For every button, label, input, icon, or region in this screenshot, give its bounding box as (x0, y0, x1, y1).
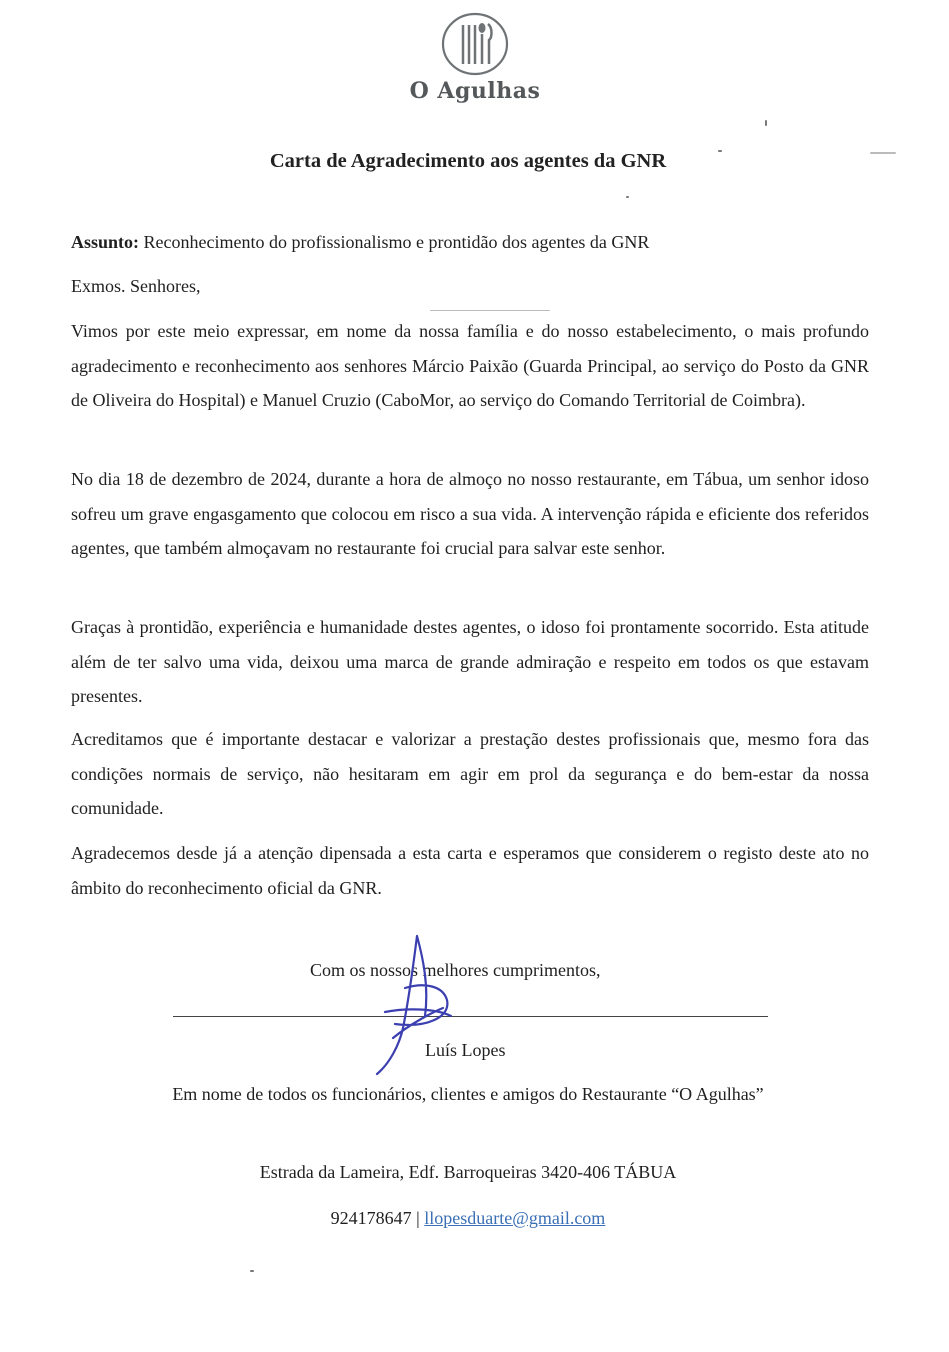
paragraph-1: Vimos por este meio expressar, em nome da nossa família e do nosso estabelecimento, o mais profundo agradecimento e reconhecimento aos senhores Márcio Paixão (Guarda Principal, ao serviço do Posto da GNR de Oliveira do Hospital) e Manuel Cruzio (CaboMor, ao serviço do Comando Territorial de Coimbra). (71, 321, 869, 410)
cutlery-circle-icon (440, 12, 510, 76)
paragraph-3: Graças à prontidão, experiência e humanidade destes agentes, o idoso foi prontamente socorrido. Esta atitude além de ter salvo uma vida, deixou uma marca de grande admiração e respeito em todos os que estavam presentes. (71, 617, 869, 706)
contact-line (0, 1208, 936, 1229)
scan-speck (250, 1270, 254, 1272)
scan-speck (430, 310, 550, 311)
closing-line: Com os nossos melhores cumprimentos, (310, 960, 601, 980)
subject-line (71, 232, 649, 253)
scan-speck (626, 196, 629, 198)
restaurant-name: O Agulhas (409, 78, 541, 104)
subject-text: Reconhecimento do profissionalismo e prontidão dos agentes da GNR (139, 232, 650, 252)
signature-line (173, 1016, 768, 1017)
email-link[interactable]: llopesduarte@gmail.com (424, 1208, 606, 1228)
letter-title: Carta de Agradecimento aos agentes da GNR (269, 150, 667, 172)
greeting: Exmos. Senhores, (71, 276, 201, 296)
scan-speck (870, 152, 896, 154)
scan-speck (765, 120, 767, 126)
restaurant-logo (400, 12, 550, 104)
paragraph-2: No dia 18 de dezembro de 2024, durante a hora de almoço no nosso restaurante, em Tábua, um senhor idoso sofreu um grave engasgamento que colocou em risco a sua vida. A intervenção rápida e eficiente dos referidos agentes, que também almoçavam no restaurante foi crucial para salvar este senhor. (71, 469, 869, 558)
on-behalf-line: Em nome de todos os funcionários, clientes e amigos do Restaurante “O Agulhas” (172, 1084, 764, 1104)
subject-label: Assunto: (71, 232, 140, 252)
contact-separator: | (411, 1208, 425, 1228)
address-line: Estrada da Lameira, Edf. Barroqueiras 3420-406 TÁBUA (259, 1162, 677, 1182)
paragraph-5: Agradecemos desde já a atenção dipensada a esta carta e esperamos que considerem o registo deste ato no âmbito do reconhecimento oficial da GNR. (71, 843, 869, 898)
scan-speck (718, 150, 722, 152)
signer-name: Luís Lopes (425, 1040, 506, 1060)
handwritten-signature (355, 928, 465, 1078)
phone-number: 924178647 (330, 1208, 412, 1228)
paragraph-4: Acreditamos que é importante destacar e valorizar a prestação destes profissionais que, mesmo fora das condições normais de serviço, não hesitaram em agir em prol da segurança e do bem-estar da nossa comunidade. (71, 729, 869, 818)
